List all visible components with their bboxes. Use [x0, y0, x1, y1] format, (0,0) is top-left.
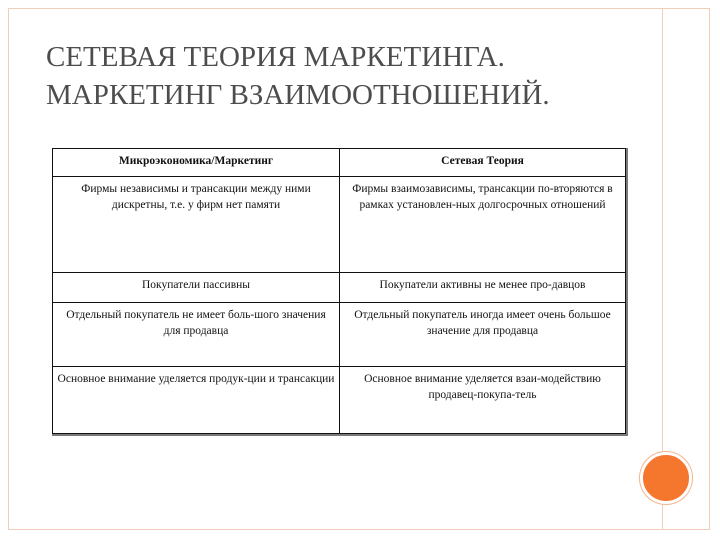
table-row	[53, 273, 626, 303]
table-cell: Отдельный покупатель иногда имеет очень большое значение для продавца	[340, 303, 626, 367]
table-cell: Покупатели пассивны	[53, 273, 340, 303]
table-cell: Фирмы взаимозависимы, трансакции по-вторяются в рамках установлен-ных долгосрочных отношений	[340, 177, 626, 273]
frame-divider-line	[662, 8, 663, 454]
comparison-table	[52, 148, 626, 434]
slide-title	[46, 38, 550, 114]
table-cell: Покупатели активны не менее про-давцов	[340, 273, 626, 303]
table-cell: Основное внимание уделяется взаи-модействию продавец-покупа-тель	[340, 367, 626, 434]
table-cell: Основное внимание уделяется продук-ции и трансакции	[53, 367, 340, 434]
header-microeconomics: Микроэкономика/Маркетинг	[53, 149, 340, 177]
comparison-table-container	[52, 148, 628, 436]
header-network-theory: Сетевая Теория	[340, 149, 626, 177]
table-cell: Отдельный покупатель не имеет боль-шого значения для продавца	[53, 303, 340, 367]
frame-divider-line-lower	[662, 504, 663, 530]
table-row	[53, 367, 626, 434]
orange-circle-icon	[640, 452, 692, 504]
slide-title-line-2: МАРКЕТИНГ ВЗАИМООТНОШЕНИЙ.	[46, 79, 550, 111]
table-cell: Фирмы независимы и трансакции между ними дискретны, т.е. у фирм нет памяти	[53, 177, 340, 273]
table-header-row	[53, 149, 626, 177]
table-row	[53, 177, 626, 273]
slide-title-line-1: СЕТЕВАЯ ТЕОРИЯ МАРКЕТИНГА.	[46, 41, 505, 73]
table-row	[53, 303, 626, 367]
